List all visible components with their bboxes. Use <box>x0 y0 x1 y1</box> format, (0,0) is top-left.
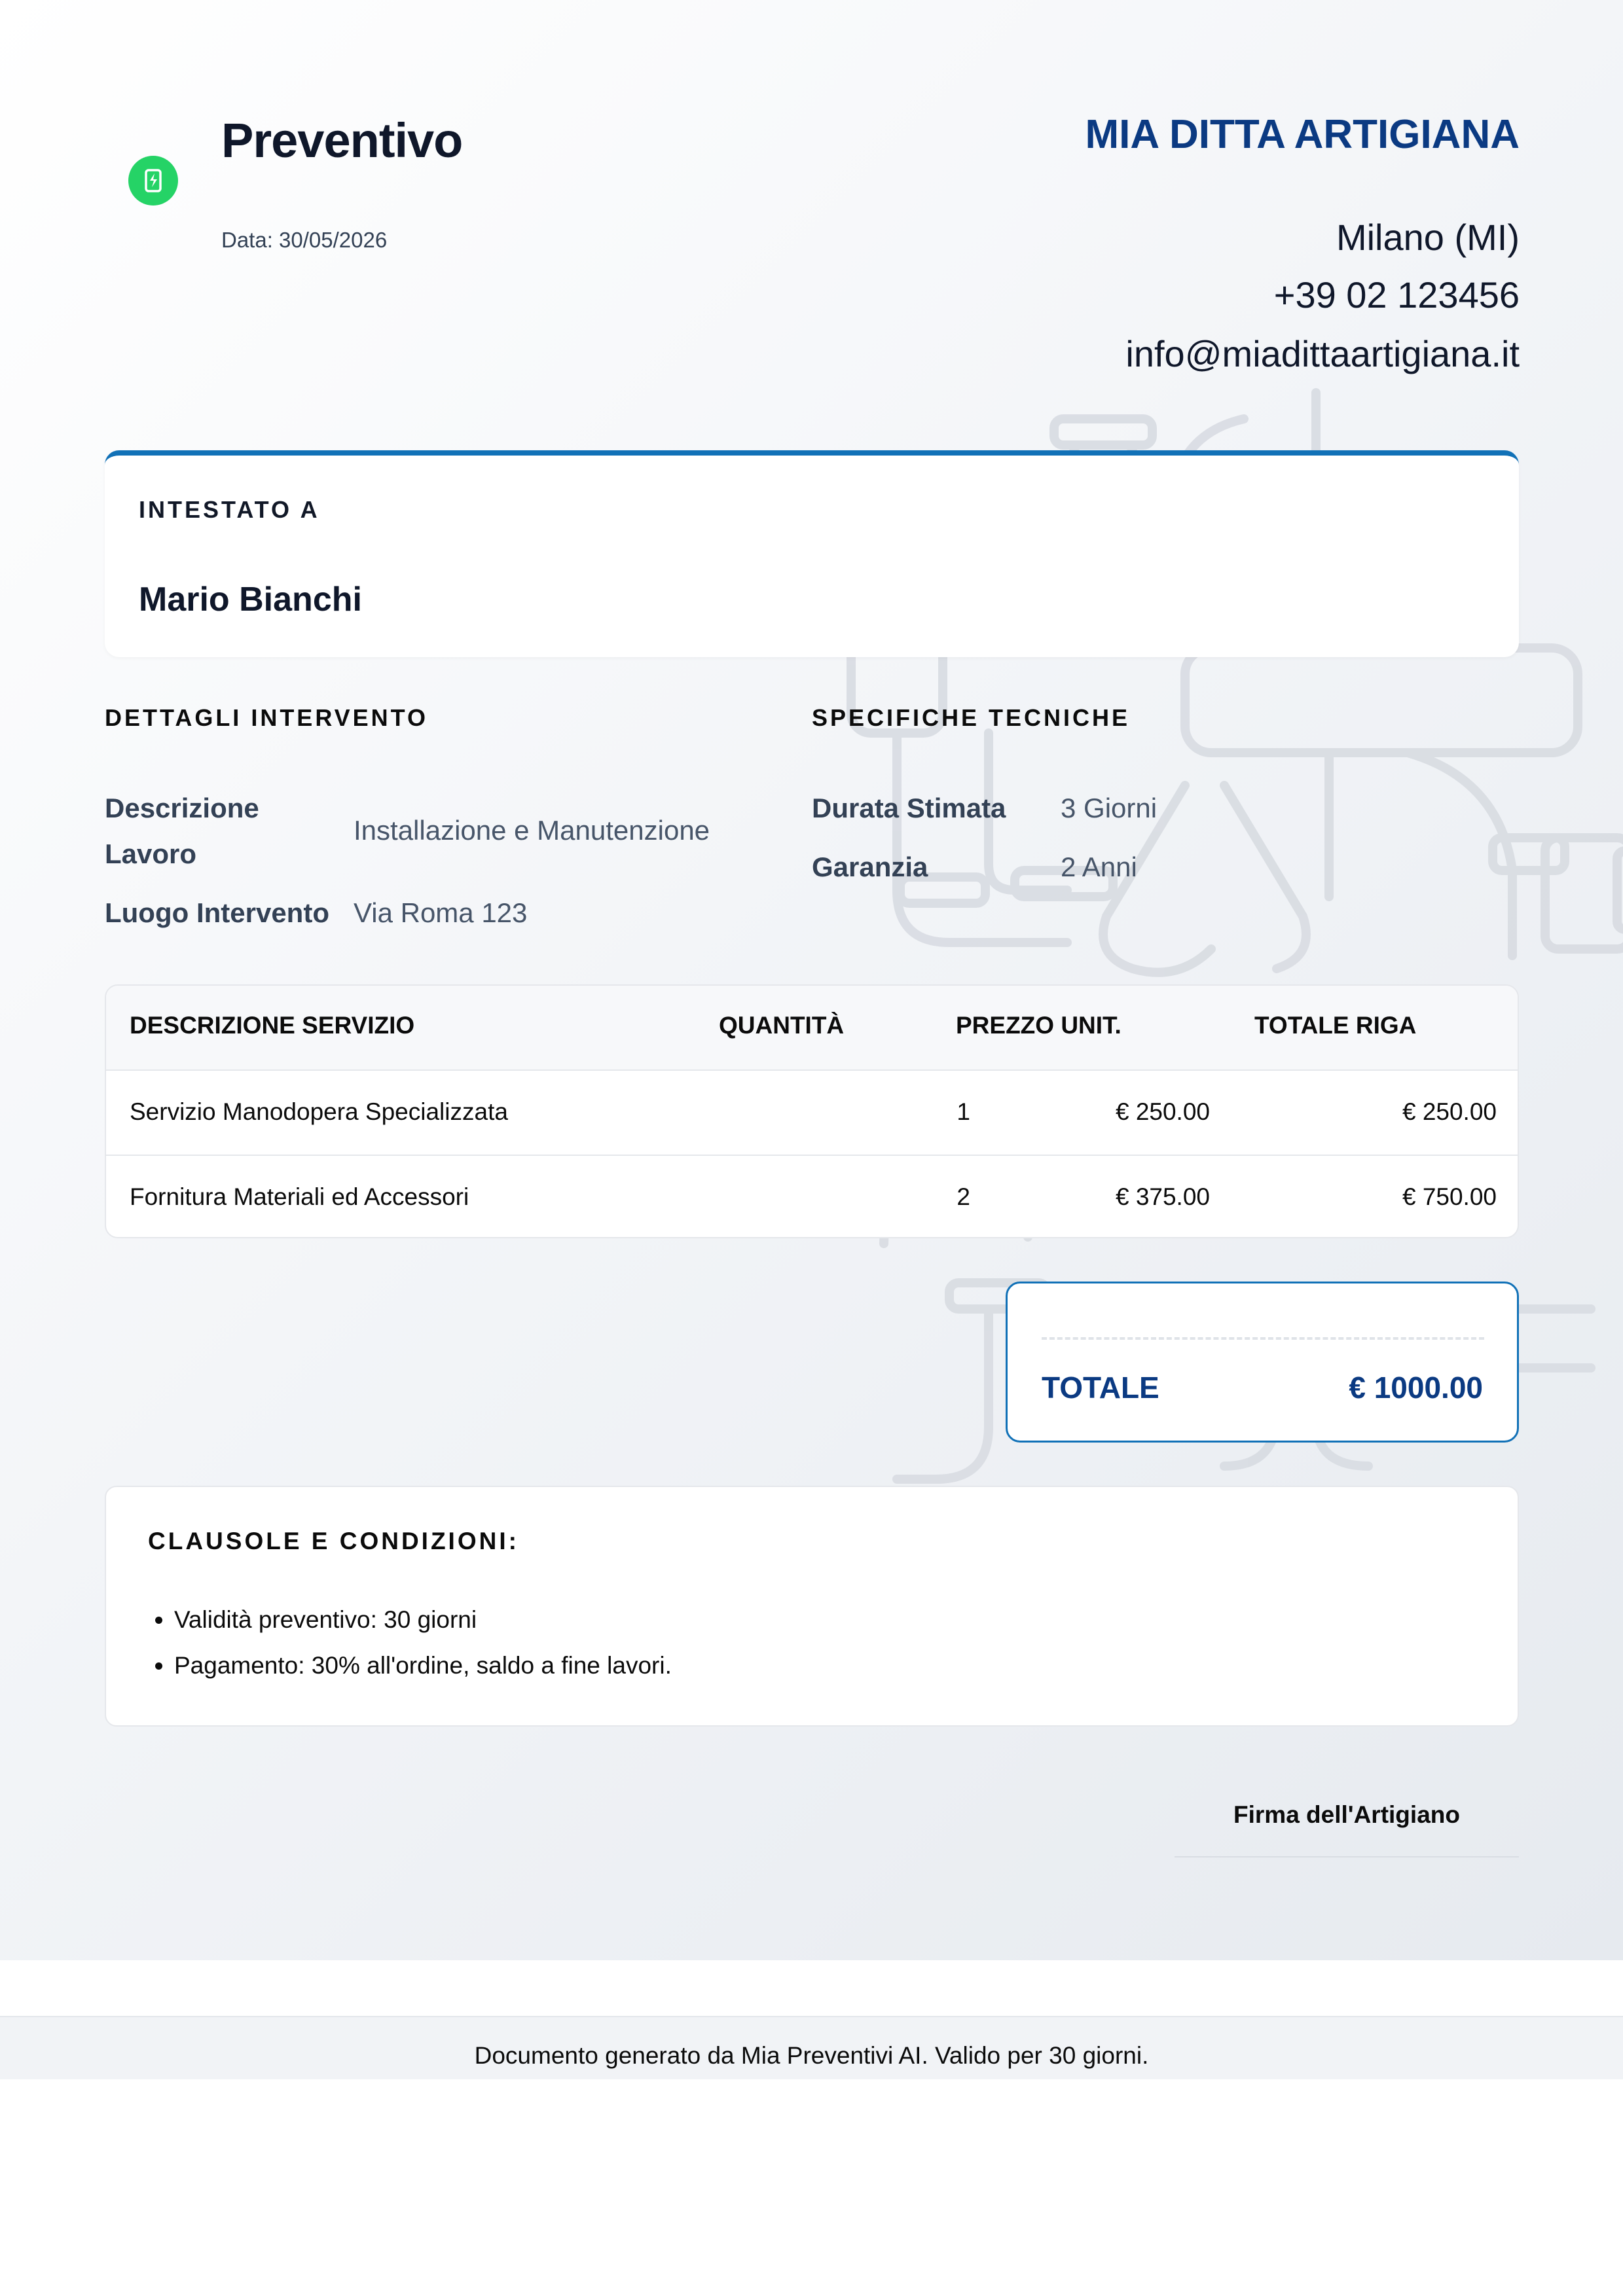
table-row <box>106 1071 1518 1156</box>
details-title: DETTAGLI INTERVENTO <box>105 704 429 731</box>
row-description: Fornitura Materiali ed Accessori <box>130 1183 469 1210</box>
terms-item: • Pagamento: 30% all'ordine, saldo a fine lavori. <box>174 1643 672 1689</box>
row-quantity: 1 <box>957 1098 970 1125</box>
row-description: Servizio Manodopera Specializzata <box>130 1098 508 1125</box>
place-value: Via Roma 123 <box>354 897 528 928</box>
work-label-line2: Lavoro <box>105 838 197 869</box>
work-description-label <box>105 785 259 877</box>
specs-title: SPECIFICHE TECNICHE <box>812 704 1131 731</box>
row-line-total: € 250.00 <box>1402 1098 1497 1125</box>
duration-label: Durata Stimata <box>812 793 1006 823</box>
company-email: info@miadittaartigiana.it <box>1125 333 1520 374</box>
client-name: Mario Bianchi <box>139 581 362 619</box>
document-title: Preventivo <box>221 113 463 168</box>
signature-label: Firma dell'Artigiano <box>1233 1801 1460 1828</box>
row-line-total: € 750.00 <box>1402 1183 1497 1210</box>
column-header-description: DESCRIZIONE SERVIZIO <box>130 1012 415 1039</box>
client-card <box>105 450 1519 657</box>
work-description-value: Installazione e Manutenzione <box>354 815 710 846</box>
row-unit-price: € 375.00 <box>1115 1183 1210 1210</box>
table-header <box>106 986 1518 1071</box>
terms-item: • Validità preventivo: 30 giorni <box>174 1597 672 1643</box>
client-label: INTESTATO A <box>139 496 320 523</box>
table-row <box>106 1156 1518 1238</box>
column-header-line-total: TOTALE RIGA <box>1254 1012 1417 1039</box>
warranty-value: 2 Anni <box>1061 852 1137 882</box>
column-header-unit-price: PREZZO UNIT. <box>956 1012 1122 1039</box>
app-logo-icon <box>128 156 178 206</box>
footer-text: Documento generato da Mia Preventivi AI. Valido per 30 giorni. <box>474 2042 1149 2069</box>
terms-list <box>148 1597 672 1689</box>
row-quantity: 2 <box>957 1183 970 1210</box>
duration-value: 3 Giorni <box>1061 793 1158 823</box>
signature-line <box>1175 1856 1519 1857</box>
total-divider <box>1042 1337 1484 1340</box>
document-date: Data: 30/05/2026 <box>221 228 388 252</box>
company-phone: +39 02 123456 <box>1273 274 1520 315</box>
warranty-label: Garanzia <box>812 852 928 882</box>
column-header-quantity: QUANTITÀ <box>719 1012 845 1039</box>
total-label: TOTALE <box>1042 1371 1159 1405</box>
terms-title: CLAUSOLE E CONDIZIONI: <box>148 1528 519 1554</box>
services-table <box>105 984 1519 1238</box>
row-unit-price: € 250.00 <box>1115 1098 1210 1125</box>
company-name: MIA DITTA ARTIGIANA <box>1085 112 1520 157</box>
work-label-line1: Descrizione <box>105 793 259 823</box>
total-card <box>1006 1282 1519 1443</box>
place-label: Luogo Intervento <box>105 897 329 928</box>
terms-card <box>105 1486 1519 1727</box>
company-city: Milano (MI) <box>1336 217 1520 258</box>
total-value: € 1000.00 <box>1349 1371 1483 1405</box>
